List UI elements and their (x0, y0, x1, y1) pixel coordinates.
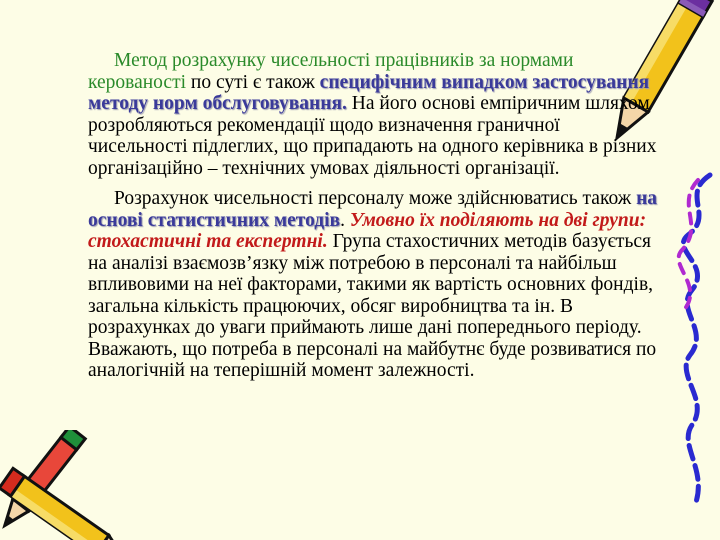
text-run: по суті є також (186, 71, 320, 93)
paragraph-1 (88, 50, 658, 179)
text-run: Розрахунок чисельності персоналу може здійснюватись також (114, 188, 637, 209)
body-text (88, 50, 658, 391)
lead-phrase: Метод розрахунку чисельності працівників за нормами керованості (88, 50, 574, 93)
emphasis-phrase: Умовно їх поділяють на дві групи: стохастичні та експертні. (88, 209, 647, 252)
text-run: . (340, 209, 350, 231)
squiggle-decoration (670, 170, 720, 510)
pencils-icon (0, 430, 140, 540)
paragraph-2 (88, 188, 658, 382)
highlight-phrase: на основі статистичних методів (88, 188, 658, 231)
highlight-phrase: специфічним випадком застосування методу норм обслуговування. (88, 71, 650, 114)
text-run: На його основі емпіричним шляхом розробляються рекомендації щодо визначення граничної чисельності підлеглих, що припадають на одного керівника в різних організаційно – технічних умовах діяльності організації. (88, 93, 657, 179)
text-run: Група стахостичних методів базується на аналізі взаємозв’язку між потребою в персоналі та найбільш впливовими на неї факторами, такими як вартість основних фондів, загальна кількість працюючих, обсяг виробництва та ін. В розрахунках до уваги приймають лише дані попереднього періоду. Вважають, що потреба в персоналі на майбутнє буде розвиватися по аналогічній на теперішній момент залежності. (88, 231, 657, 381)
